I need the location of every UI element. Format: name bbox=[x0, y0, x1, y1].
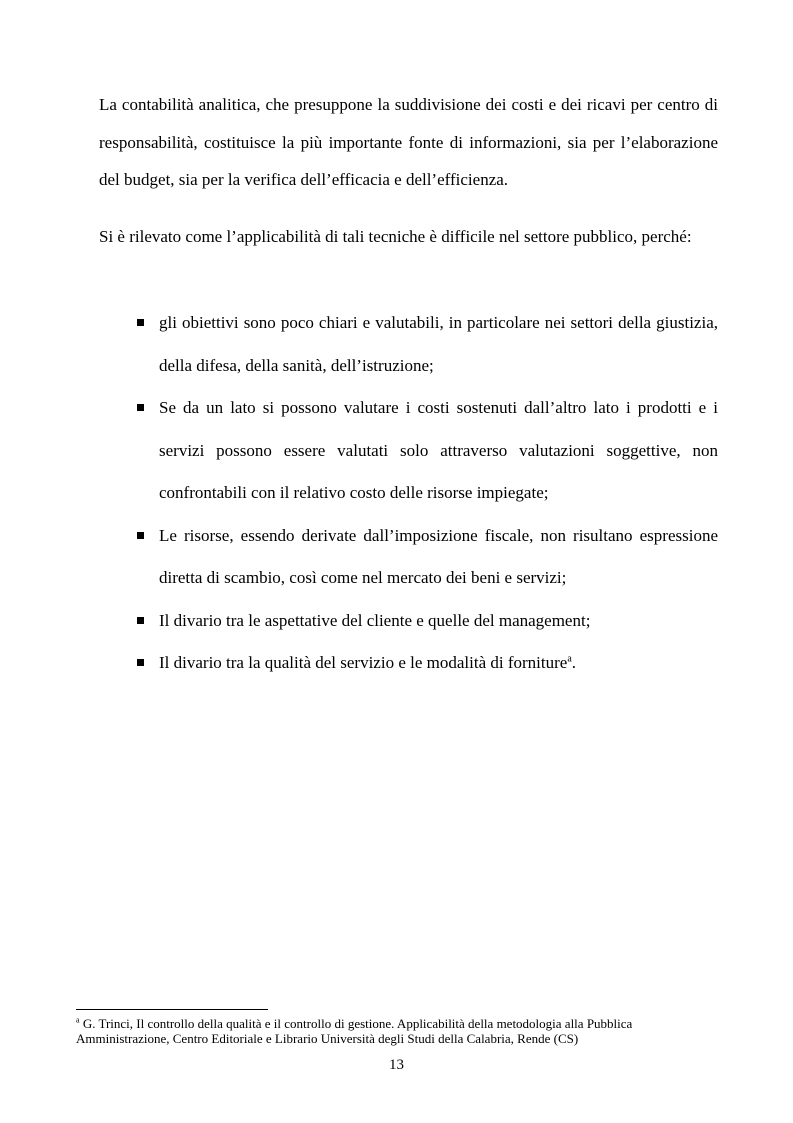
square-bullet-icon bbox=[137, 659, 144, 666]
bullet-item-obiettivi bbox=[99, 302, 718, 387]
bullet-text: Le risorse, essendo derivate dall’imposizione fiscale, non risultano espressione diretta di scambio, così come nel mercato dei beni e servizi; bbox=[159, 525, 718, 587]
footnote-marker: a bbox=[76, 1015, 80, 1025]
bullet-text: Se da un lato si possono valutare i costi sostenuti dall’altro lato i prodotti e i servizi possono essere valutati solo attraverso valutazioni soggettive, non confrontabili con il relativo costo delle risorse impiegate; bbox=[159, 398, 718, 502]
bullet-item-divario-cliente bbox=[99, 600, 718, 643]
square-bullet-icon bbox=[137, 617, 144, 624]
bullet-item-divario-qualita bbox=[99, 642, 718, 685]
bullet-text: Il divario tra le aspettative del cliente e quelle del management; bbox=[159, 610, 591, 630]
bullet-end-punctuation: . bbox=[571, 653, 577, 672]
paragraph-applicabilita: Si è rilevato come l’applicabilità di tali tecniche è difficile nel settore pubblico, perché: bbox=[99, 227, 692, 246]
footnote bbox=[76, 1016, 676, 1046]
bullet-list bbox=[99, 302, 718, 685]
bullet-text: Il divario tra la qualità del servizio e le modalità di forniture bbox=[159, 653, 568, 672]
bullet-text: gli obiettivi sono poco chiari e valutabili, in particolare nei settori della giustizia, della difesa, della sanità, dell’istruzione; bbox=[159, 313, 718, 375]
footnote-separator bbox=[76, 1009, 268, 1010]
footnote-reference[interactable]: a bbox=[567, 653, 572, 665]
square-bullet-icon bbox=[137, 319, 144, 326]
page-number: 13 bbox=[389, 1057, 404, 1073]
footnote-text: G. Trinci, Il controllo della qualità e il controllo di gestione. Applicabilità della metodologia alla Pubblica Amministrazione, Centro Editoriale e Librario Università degli Studi della Calabria, Rende (CS) bbox=[76, 1016, 633, 1046]
square-bullet-icon bbox=[137, 532, 144, 539]
paragraph-contabilita-analitica: La contabilità analitica, che presuppone la suddivisione dei costi e dei ricavi per centro di responsabilità, costituisce la più importante fonte di informazioni, sia per l’elaborazione del budget, sia per la verifica dell’efficacia e dell’efficienza. bbox=[99, 95, 718, 189]
square-bullet-icon bbox=[137, 404, 144, 411]
bullet-item-costi-prodotti bbox=[99, 387, 718, 515]
bullet-item-risorse bbox=[99, 515, 718, 600]
